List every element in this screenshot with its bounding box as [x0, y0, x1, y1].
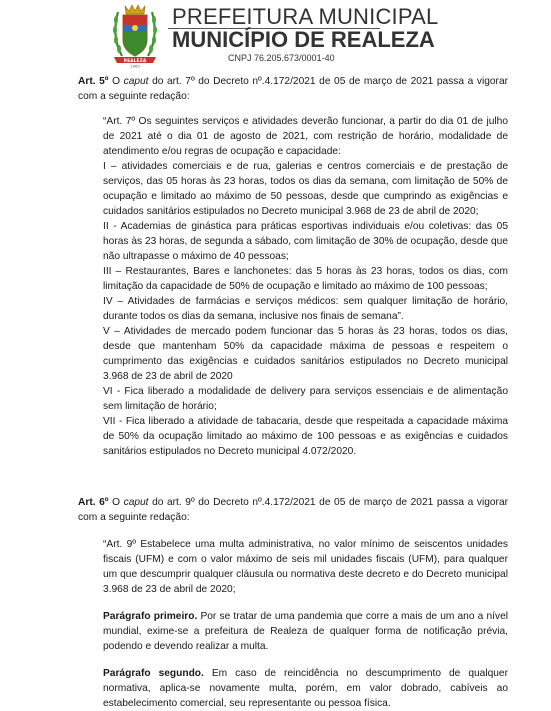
art5-item: V – Atividades de mercado podem funcionar das 5 horas às 23 horas, todos os dias, desde que mantenham 50% da capacidade máxima de pessoas e respeitem o cumprimento das exigências e cuidados sanitários estipulados no Decreto municipal 3.968 de 23 de abril de 2020 — [103, 326, 508, 382]
header-cnpj: CNPJ 76.205.673/0001-40 — [228, 53, 335, 63]
art5-post: do art. 7º do Decreto nº.4.172/2021 de 05 de março de 2021 passa a vigorar com a seguinte redação: — [78, 76, 509, 102]
art6-caput: caput — [123, 497, 149, 508]
art5-label: Art. 5º — [78, 76, 109, 87]
paragraph-first-label: Parágrafo primeiro. — [103, 611, 198, 622]
art5-item: II - Academias de ginástica para práticas esportivas individuais e/ou coletivas: das 05 horas às 23 horas, de segunda a sábado, com limitação de 30% de ocupação, desde que não ultrapasse o máximo de 40 pessoas; — [103, 221, 508, 262]
art6-pre: O — [108, 497, 124, 508]
art6-post: do art. 9º do Decreto nº.4.172/2021 de 05 de março de 2021 passa a vigorar com a seguinte redação: — [78, 497, 509, 523]
paragraph-first-text: Por se tratar de uma pandemia que corre a mais de um ano a nível mundial, exime-se a prefeitura de Realeza de qualquer forma de notificação prévia, podendo e devendo realizar a multa. — [103, 611, 508, 652]
art5-item: VII - Fica liberado a atividade de tabacaria, desde que respeitada a capacidade máxima de 50% da ocupação limitado ao máximo de 100 pessoas e as exigências e cuidados sanitários estipulados no Decreto municipal 4.072/2020. — [103, 416, 508, 457]
art5-item: III – Restaurantes, Bares e lanchonetes: das 5 horas às 23 horas, todos os dias, com limitação da capacidade de 50% de ocupação e limitado ao máximo de 100 pessoas; — [103, 266, 508, 292]
art9-text: “Art. 9º Estabelece uma multa administrativa, no valor mínimo de seiscentos unidades fiscais (UFM) e com o valor máximo de seis mil unidades fiscais (UFM), para qualquer um que descumprir qualquer cláusula ou normativa deste decreto e do Decreto municipal 3.968 de 23 de abril de 2020; — [103, 539, 508, 595]
art5-item: VI - Fica liberado a modalidade de delivery para serviços essenciais e de alimentação sem limitação de horário; — [103, 386, 508, 412]
art6-heading — [78, 495, 508, 525]
art5-heading — [78, 74, 508, 104]
header-title-line1: PREFEITURA MUNICIPAL — [172, 4, 439, 29]
art5-quote — [103, 114, 508, 459]
art5-caput: caput — [123, 76, 149, 87]
crest-year-text: 1963 — [130, 63, 140, 68]
art5-intro: “Art. 7º Os seguintes serviços e atividades deverão funcionar, a partir do dia 01 de julho de 2021 até o dia 01 de agosto de 2021, com restrição de horário, modalidade de atendimento e/ou regras de ocupação e capacidade: — [103, 116, 508, 157]
paragraph-second — [103, 666, 508, 711]
letterhead — [0, 0, 551, 72]
decree-body — [78, 74, 508, 711]
municipal-crest-logo — [112, 2, 158, 68]
header-titles — [172, 6, 438, 63]
paragraph-second-label: Parágrafo segundo. — [103, 668, 204, 679]
art6-quote — [103, 537, 508, 711]
header-title-line2: MUNICÍPIO DE REALEZA — [172, 27, 435, 52]
art6-label: Art. 6º — [78, 497, 109, 508]
art5-item: I – atividades comerciais e de rua, galerias e centros comerciais e de prestação de serviços, das 05 horas às 23 horas, todos os dias da semana, com limitação de 50% de ocupação e limitado ao máximo de 50 pessoas, desde que cumprindo as exigências e cuidados sanitários estipulados no Decreto municipal 3.968 de 23 de abril de 2020; — [103, 161, 508, 217]
crest-ribbon-text: REALEZA — [123, 59, 147, 64]
paragraph-first — [103, 609, 508, 654]
art5-item: IV – Atividades de farmácias e serviços médicos: sem qualquer limitação de horário, durante todos os dias da semana, inclusive nos finais de semana”. — [103, 296, 508, 322]
art5-pre: O — [108, 76, 124, 87]
paragraph-second-text: Em caso de reincidência no descumprimento de qualquer normativa, aplica-se novamente multa, porém, em valor dobrado, cabíveis ao estabelecimento comercial, seu representante ou pessoa física. — [103, 668, 508, 709]
